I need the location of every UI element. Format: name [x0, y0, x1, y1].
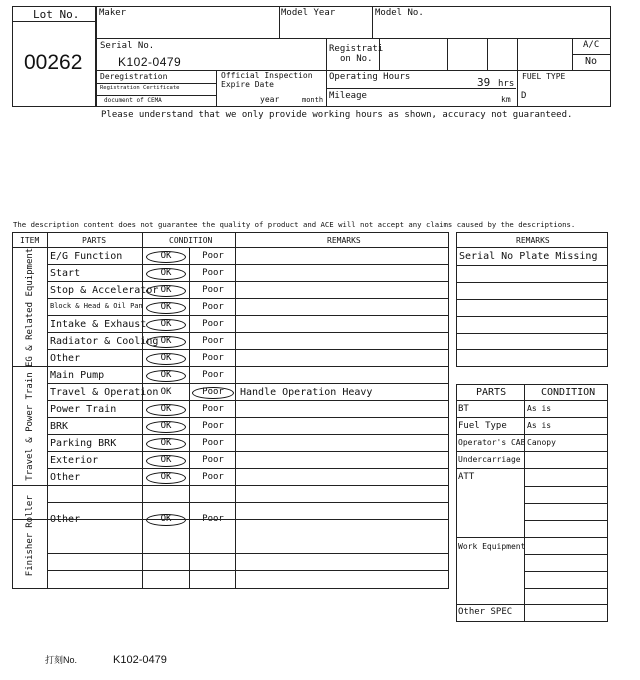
right-condition-header: CONDITION — [541, 387, 596, 398]
part-name: Power Train — [50, 403, 117, 415]
selected-circle — [146, 438, 186, 450]
selected-circle — [146, 285, 186, 297]
condition-ok[interactable]: OK — [160, 250, 172, 261]
group-label: EG & Related Equipment — [24, 247, 35, 367]
right-part-name: BT — [458, 404, 469, 414]
condition-ok[interactable]: OK — [160, 369, 172, 380]
condition-ok[interactable]: OK — [160, 514, 172, 524]
condition-poor[interactable]: Poor — [202, 420, 224, 431]
group-label: Travel & Power Train — [24, 371, 35, 481]
part-name: Other — [50, 514, 81, 525]
parts-header: PARTS — [82, 236, 107, 245]
right-part-condition: As is — [527, 404, 552, 413]
part-name: Other — [50, 352, 81, 364]
part-name: Intake & Exhaust — [50, 318, 147, 330]
selected-circle — [146, 302, 186, 314]
part-name: Radiator & Cooling — [50, 335, 159, 347]
serial-value: K102-0479 — [118, 55, 182, 69]
maker-label: Maker — [99, 8, 127, 18]
right-remarks-header: REMARKS — [516, 236, 550, 245]
item-header: ITEM — [20, 236, 40, 245]
year-label: year — [260, 95, 280, 104]
lot-number: 00262 — [24, 51, 83, 74]
condition-ok[interactable]: OK — [160, 352, 172, 363]
mileage-unit: km — [501, 95, 511, 104]
condition-poor[interactable]: Poor — [202, 471, 224, 482]
stamp-value: K102-0479 — [113, 654, 167, 666]
part-name: Block & Head & Oil Pan — [50, 301, 143, 310]
remark-text: Handle Operation Heavy — [240, 386, 373, 398]
fuel-type-label: FUEL TYPE — [522, 72, 566, 81]
condition-ok[interactable]: OK — [160, 471, 172, 482]
condition-poor[interactable]: Poor — [202, 454, 224, 465]
condition-ok[interactable]: OK — [160, 437, 172, 448]
model-year-label: Model Year — [281, 8, 336, 18]
condition-poor[interactable]: Poor — [202, 267, 224, 278]
inspection-label-2: Expire Date — [221, 80, 274, 89]
selected-circle — [146, 472, 186, 484]
condition-poor[interactable]: Poor — [202, 301, 224, 312]
selected-circle — [192, 387, 234, 399]
selected-circle — [146, 421, 186, 433]
work-equipment-label: Work Equipment — [458, 542, 526, 551]
condition-ok[interactable]: OK — [160, 284, 172, 295]
operating-hours-label: Operating Hours — [329, 72, 411, 82]
deregistration-label: Deregistration — [100, 72, 168, 81]
condition-poor[interactable]: Poor — [202, 318, 224, 329]
condition-poor[interactable]: Poor — [202, 369, 224, 380]
part-name: Start — [50, 267, 81, 279]
part-name: Stop & Accelerator — [50, 284, 159, 296]
other-spec-label: Other SPEC — [458, 607, 513, 617]
condition-ok[interactable]: OK — [160, 403, 172, 414]
condition-ok[interactable]: OK — [160, 454, 172, 465]
registration-label-1: Registrati — [329, 44, 384, 54]
group-label: Finisher — [24, 532, 35, 576]
ac-value: No — [585, 56, 598, 67]
fuel-type-value: D — [521, 91, 527, 101]
condition-header: CONDITION — [169, 236, 213, 245]
selected-circle — [146, 268, 186, 280]
condition-poor[interactable]: Poor — [202, 284, 224, 295]
condition-ok[interactable]: OK — [160, 301, 172, 312]
condition-poor[interactable]: Poor — [202, 352, 224, 363]
condition-poor[interactable]: Poor — [202, 437, 224, 448]
part-name: Main Pump — [50, 369, 105, 381]
condition-ok[interactable]: OK — [160, 386, 172, 397]
group-label: Roller — [24, 494, 35, 528]
hours-notice: Please understand that we only provide working hours as shown, accuracy not guaranteed. — [101, 110, 573, 120]
condition-poor[interactable]: Poor — [202, 386, 224, 397]
part-name: BRK — [50, 420, 69, 432]
month-label: month — [302, 96, 324, 104]
serial-label: Serial No. — [100, 41, 155, 51]
registration-certificate-label: Registration Certificate — [100, 85, 180, 91]
inspection-label-1: Official Inspection — [221, 71, 313, 80]
right-remark-text: Serial No Plate Missing — [459, 251, 598, 262]
selected-circle — [146, 319, 186, 331]
remarks-header: REMARKS — [327, 236, 361, 245]
operating-hours-value: 39 — [477, 76, 491, 89]
hours-unit: hrs — [498, 79, 515, 89]
selected-circle — [146, 370, 186, 382]
condition-ok[interactable]: OK — [160, 267, 172, 278]
selected-circle — [146, 353, 186, 365]
part-name: Other — [50, 471, 81, 483]
disclaimer: The description content does not guarantee the quality of product and ACE will not accept any claims caused by the descriptions. — [13, 220, 576, 229]
selected-circle — [146, 404, 186, 416]
selected-circle — [146, 251, 186, 263]
right-part-name: ATT — [458, 472, 475, 482]
right-part-name: Undercarriage — [458, 455, 521, 464]
lot-label: Lot No. — [33, 8, 80, 21]
condition-ok[interactable]: OK — [160, 335, 172, 346]
selected-circle — [146, 455, 186, 467]
condition-poor[interactable]: Poor — [202, 335, 224, 346]
mileage-label: Mileage — [329, 91, 367, 101]
part-name: Travel & Operation — [50, 386, 159, 398]
condition-poor[interactable]: Poor — [202, 250, 224, 261]
stamp-label: 打刻No. — [45, 655, 78, 665]
condition-ok[interactable]: OK — [160, 420, 172, 431]
right-part-condition: Canopy — [527, 438, 556, 447]
model-no-label: Model No. — [375, 8, 424, 18]
part-name: E/G Function — [50, 250, 123, 262]
part-name: Exterior — [50, 454, 99, 466]
condition-poor[interactable]: Poor — [202, 403, 224, 414]
cema-label: document of CEMA — [104, 97, 162, 104]
registration-label-2: on No. — [340, 54, 373, 64]
condition-ok[interactable]: OK — [160, 318, 172, 329]
selected-circle — [146, 336, 186, 348]
right-part-condition: As is — [527, 421, 552, 430]
right-part-name: Fuel Type — [458, 421, 507, 431]
ac-label: A/C — [583, 40, 600, 50]
right-part-name: Operator's CAB — [458, 438, 526, 447]
condition-poor[interactable]: Poor — [202, 514, 224, 524]
selected-circle — [146, 514, 186, 526]
part-name: Parking BRK — [50, 437, 117, 449]
right-parts-header: PARTS — [476, 387, 507, 398]
